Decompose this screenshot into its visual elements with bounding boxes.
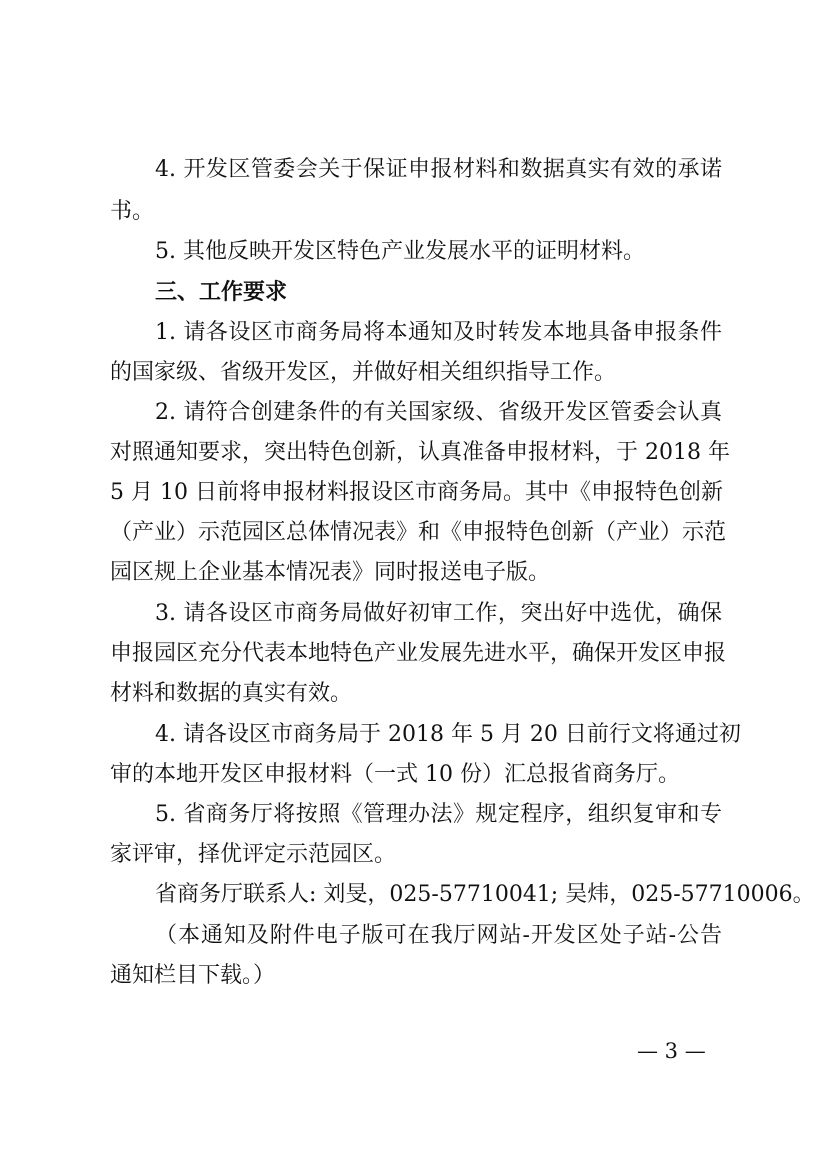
req-2-line-1: 2. 请符合创建条件的有关国家级、省级开发区管委会认真 bbox=[155, 400, 722, 425]
req-1-line-1: 1. 请各设区市商务局将本通知及时转发本地具备申报条件 bbox=[155, 320, 722, 345]
req-2-line-3: 5 月 10 日前将申报材料报设区市商务局。其中《申报特色创新 bbox=[110, 480, 723, 505]
req-3-line-3: 材料和数据的真实有效。 bbox=[110, 681, 353, 706]
download-note-line-1: （本通知及附件电子版可在我厅网站-开发区处子站-公告 bbox=[155, 923, 722, 948]
section-heading-work-requirements: 三、工作要求 bbox=[155, 280, 288, 305]
req-4-line-1: 4. 请各设区市商务局于 2018 年 5 月 20 日前行文将通过初 bbox=[155, 722, 741, 747]
req-3-line-2: 申报园区充分代表本地特色产业发展先进水平，确保开发区申报 bbox=[110, 641, 727, 666]
item-5-materials: 5. 其他反映开发区特色产业发展水平的证明材料。 bbox=[155, 239, 645, 264]
item-4-commitment-line-1: 4. 开发区管委会关于保证申报材料和数据真实有效的承诺 bbox=[155, 157, 722, 182]
contact-persons: 省商务厅联系人: 刘旻，025-57710041; 吴炜，025-57710006。 bbox=[155, 882, 815, 907]
req-5-line-2: 家评审，择优评定示范园区。 bbox=[110, 842, 397, 867]
req-1-line-2: 的国家级、省级开发区，并做好相关组织指导工作。 bbox=[110, 360, 617, 385]
req-5-line-1: 5. 省商务厅将按照《管理办法》规定程序，组织复审和专 bbox=[155, 802, 722, 827]
page-number: — 3 — bbox=[637, 1039, 706, 1063]
item-4-commitment-line-2: 书。 bbox=[110, 199, 155, 224]
req-2-line-4: （产业）示范园区总体情况表》和《申报特色创新（产业）示范 bbox=[110, 520, 727, 545]
req-3-line-1: 3. 请各设区市商务局做好初审工作，突出好中选优，确保 bbox=[155, 601, 722, 626]
req-2-line-5: 园区规上企业基本情况表》同时报送电子版。 bbox=[110, 560, 551, 585]
req-4-line-2: 审的本地开发区申报材料（一式 10 份）汇总报省商务厅。 bbox=[110, 762, 680, 787]
download-note-line-2: 通知栏目下载。） bbox=[110, 963, 276, 988]
req-2-line-2: 对照通知要求，突出特色创新，认真准备申报材料，于 2018 年 bbox=[110, 440, 730, 465]
